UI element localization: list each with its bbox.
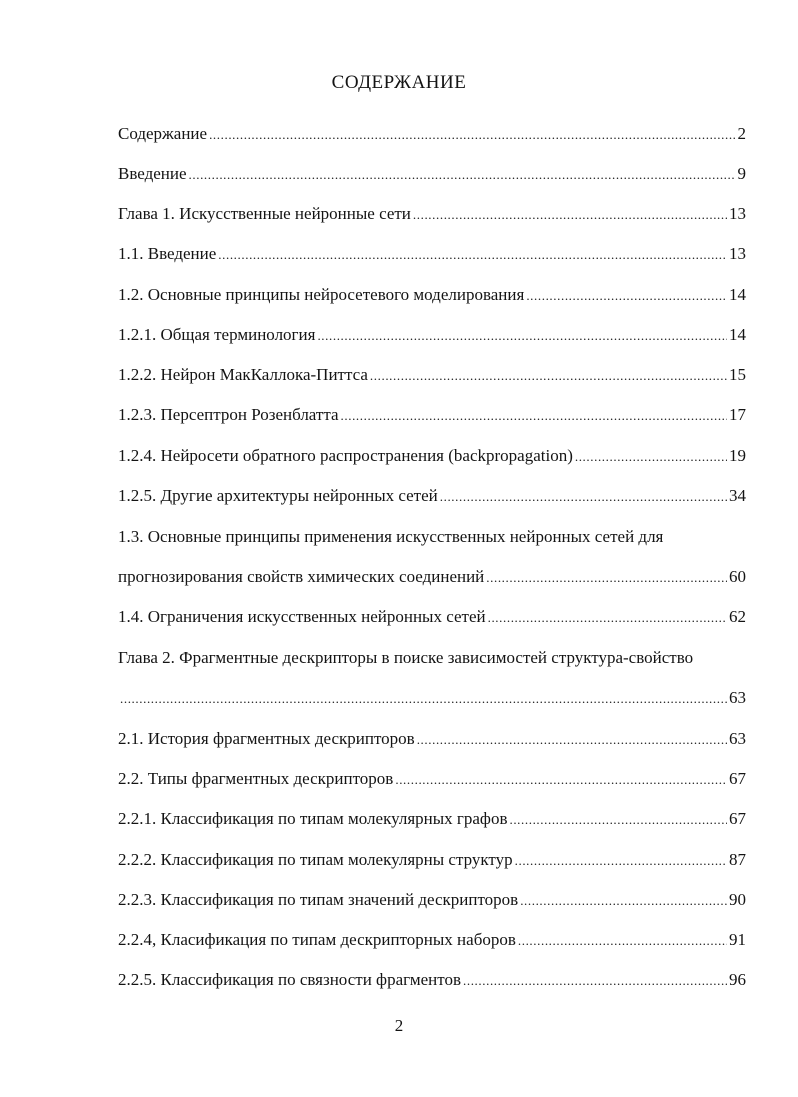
toc-entry-page: 96 xyxy=(729,970,746,989)
toc-entry-label: 1.2.2. Нейрон МакКаллока-Питтса xyxy=(118,365,368,384)
dot-leader xyxy=(520,889,727,912)
toc-entry[interactable] xyxy=(118,203,746,226)
toc-entry[interactable] xyxy=(118,324,746,347)
toc-entry-page: 9 xyxy=(737,164,746,183)
toc-entry-page: 87 xyxy=(729,850,746,869)
toc-entry-label: 1.2.4. Нейросети обратного распространения (backpropagation) xyxy=(118,446,573,465)
dot-leader xyxy=(518,929,727,952)
toc-entry[interactable] xyxy=(118,929,746,952)
toc-entry[interactable] xyxy=(118,364,746,387)
dot-leader xyxy=(370,364,727,387)
page-title: СОДЕРЖАНИЕ xyxy=(331,72,467,93)
toc-entry-label-line1: Глава 2. Фрагментные дескрипторы в поиске зависимостей структура-свойство xyxy=(118,648,694,667)
dot-leader xyxy=(515,849,727,872)
toc-entry[interactable] xyxy=(118,243,746,266)
toc-entry-page: 13 xyxy=(729,244,746,263)
toc-entry[interactable] xyxy=(118,163,746,186)
toc-entry-page: 14 xyxy=(729,325,746,344)
toc-entry[interactable] xyxy=(118,687,746,710)
toc-entry[interactable] xyxy=(118,728,746,751)
toc-entry[interactable] xyxy=(118,566,746,589)
dot-leader xyxy=(575,445,727,468)
toc-entry[interactable] xyxy=(118,889,746,912)
dot-leader xyxy=(486,566,727,589)
dot-leader xyxy=(189,163,736,186)
dot-leader xyxy=(463,969,727,992)
dot-leader xyxy=(417,728,727,751)
dot-leader xyxy=(317,324,727,347)
toc-entry-label: прогнозирования свойств химических соединений xyxy=(118,567,485,586)
toc-entry-page: 13 xyxy=(729,204,746,223)
page-number: 2 xyxy=(394,1016,404,1035)
dot-leader xyxy=(209,123,735,146)
toc-entry-label: Содержание xyxy=(118,124,208,143)
toc-entry-label: 2.2.3. Классификация по типам значений дескрипторов xyxy=(118,890,519,909)
toc-entry-page: 67 xyxy=(729,809,746,828)
dot-leader xyxy=(395,768,727,791)
toc-entry-page: 19 xyxy=(729,446,746,465)
toc-entry-page: 63 xyxy=(729,688,746,707)
toc-entry-label: 2.2.5. Классификация по связности фрагментов xyxy=(118,970,461,989)
toc-entry-label: 1.2.3. Персептрон Розенблатта xyxy=(118,405,339,424)
toc-entry-label: 1.1. Введение xyxy=(118,244,217,263)
toc-entry-label: 1.4. Ограничения искусственных нейронных сетей xyxy=(118,607,486,626)
toc-entry-label: 1.2. Основные принципы нейросетевого моделирования xyxy=(118,285,525,304)
toc-entry-label: 2.1. История фрагментных дескрипторов xyxy=(118,729,415,748)
toc-entry-label: Введение xyxy=(118,164,187,183)
toc-entry-page: 14 xyxy=(729,285,746,304)
dot-leader xyxy=(526,284,727,307)
dot-leader xyxy=(488,606,727,629)
dot-leader xyxy=(509,808,727,831)
toc-entry[interactable] xyxy=(118,445,746,468)
toc-entry-page: 15 xyxy=(729,365,746,384)
dot-leader xyxy=(120,687,727,710)
toc-entry-page: 60 xyxy=(729,567,746,586)
toc-entry[interactable] xyxy=(118,606,746,629)
toc-entry[interactable] xyxy=(118,485,746,508)
toc-entry-page: 91 xyxy=(729,930,746,949)
toc-entry[interactable] xyxy=(118,404,746,427)
toc-entry[interactable] xyxy=(118,808,746,831)
toc-entry-page: 67 xyxy=(729,769,746,788)
toc-entry-label: Глава 1. Искусственные нейронные сети xyxy=(118,204,411,223)
toc-entry-label: 1.2.5. Другие архитектуры нейронных сетей xyxy=(118,486,438,505)
toc-entry-page: 90 xyxy=(729,890,746,909)
toc-entry-page: 63 xyxy=(729,729,746,748)
toc-entry-label: 1.2.1. Общая терминология xyxy=(118,325,316,344)
toc-entry-page: 2 xyxy=(737,124,746,143)
toc-entry-page: 62 xyxy=(729,607,746,626)
toc-entry-label: 2.2.1. Классификация по типам молекулярных графов xyxy=(118,809,508,828)
toc-entry[interactable] xyxy=(118,849,746,872)
toc-entry-label: 2.2. Типы фрагментных дескрипторов xyxy=(118,769,394,788)
toc-entry[interactable] xyxy=(118,284,746,307)
dot-leader xyxy=(218,243,727,266)
dot-leader xyxy=(341,404,727,427)
toc-entry-label-line1: 1.3. Основные принципы применения искусственных нейронных сетей для xyxy=(118,527,664,546)
toc-entry-label: 2.2.2. Классификация по типам молекулярны структур xyxy=(118,850,513,869)
dot-leader xyxy=(413,203,727,226)
toc-entry[interactable] xyxy=(118,123,746,146)
toc-entry[interactable] xyxy=(118,969,746,992)
toc-entry-page: 34 xyxy=(729,486,746,505)
dot-leader xyxy=(440,485,727,508)
toc-entry-label: 2.2.4, Класификация по типам дескрипторных наборов xyxy=(118,930,516,949)
toc-entry[interactable] xyxy=(118,768,746,791)
toc-entry-page: 17 xyxy=(729,405,746,424)
